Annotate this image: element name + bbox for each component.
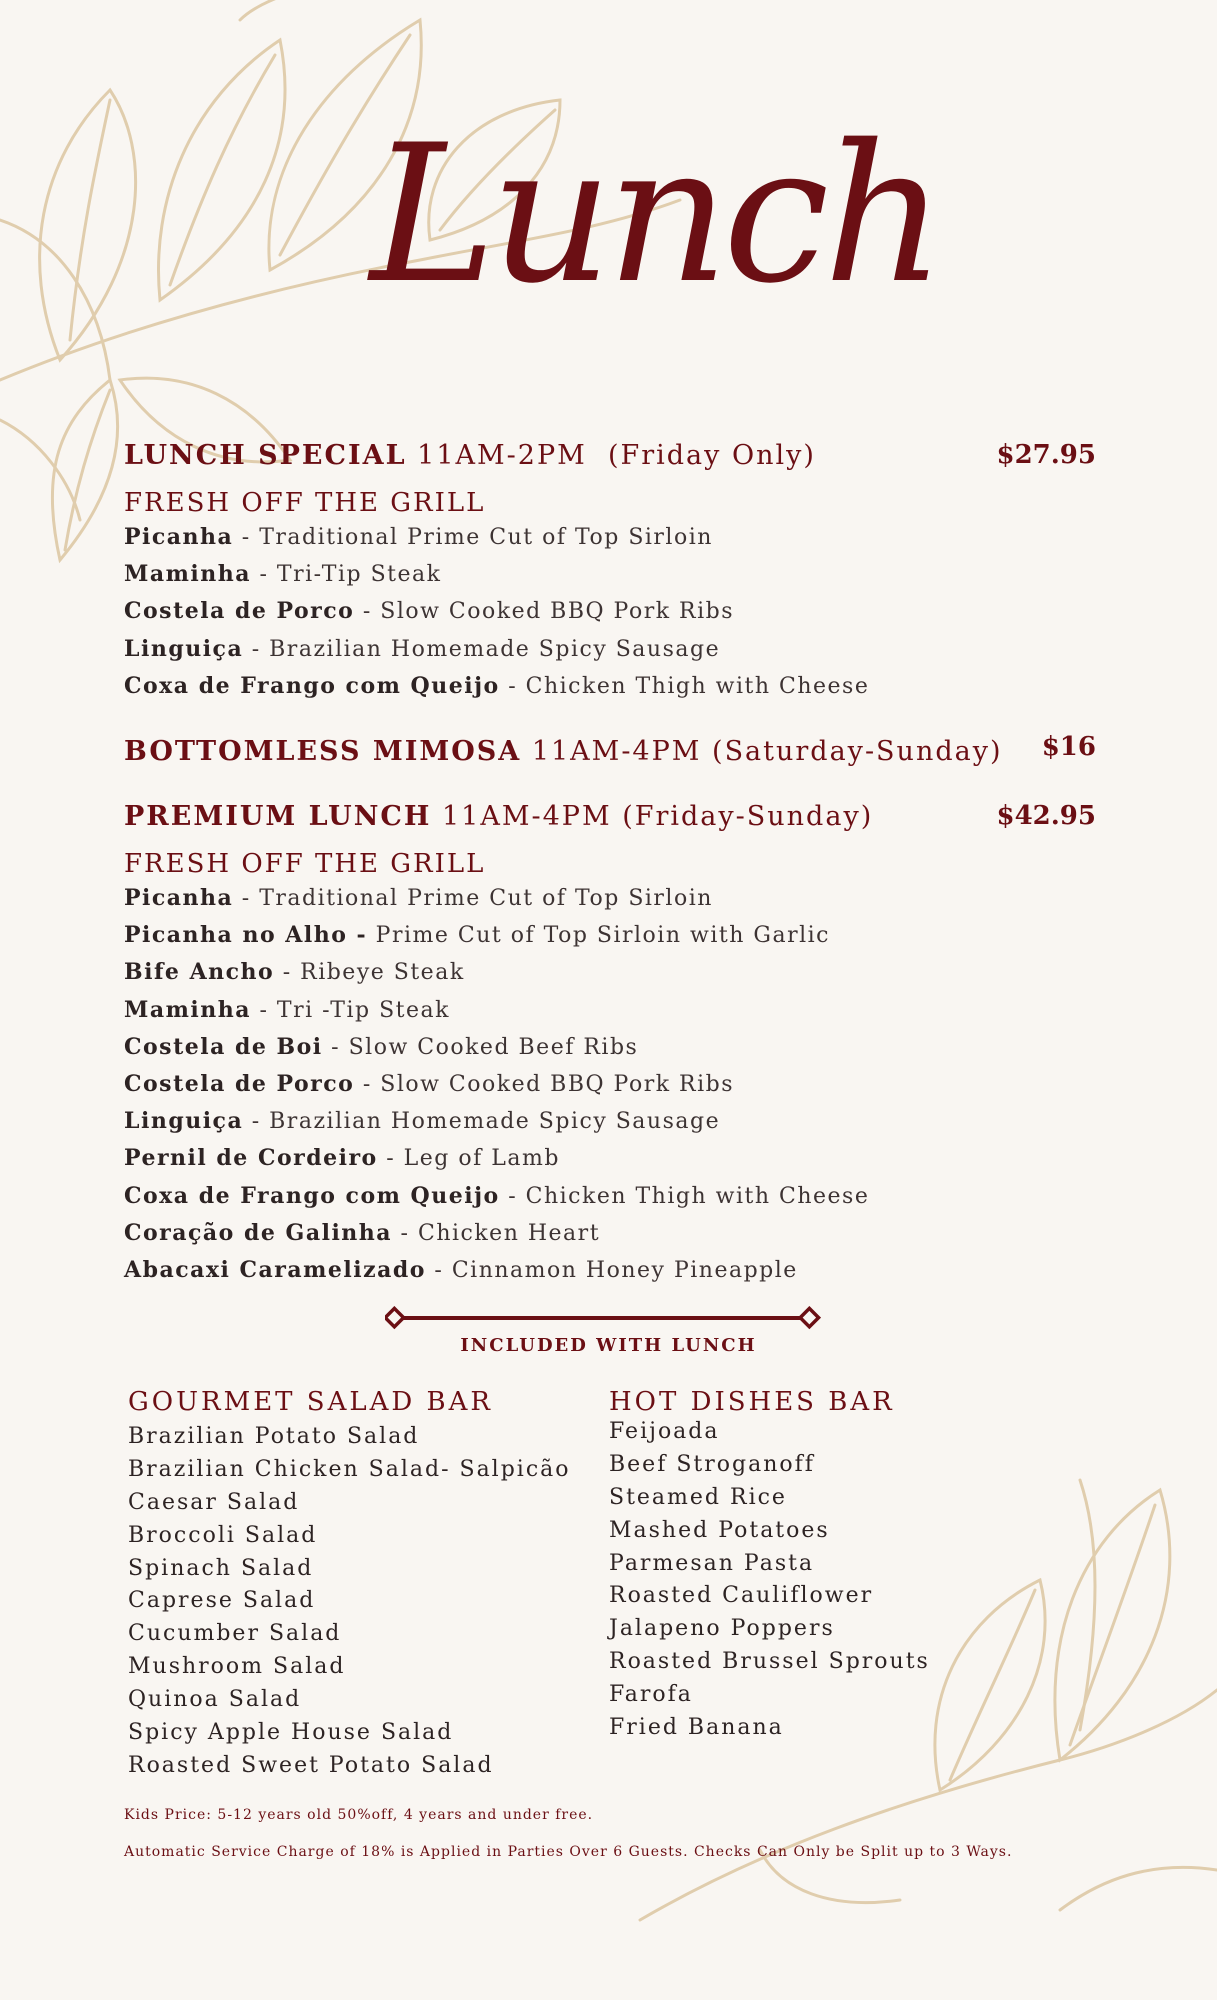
- kids-price-note: Kids Price: 5-12 years old 50%off, 4 years and under free.: [124, 1807, 594, 1823]
- list-item: Farofa: [609, 1682, 693, 1708]
- menu-item: [124, 954, 869, 991]
- lunch-special-subheading: FRESH OFF THE GRILL: [124, 488, 486, 518]
- menu-item-description: - Traditional Prime Cut of Top Sirloin: [233, 525, 713, 550]
- menu-item-name: Coxa de Frango com Queijo: [124, 1182, 500, 1209]
- list-item: Caesar Salad: [128, 1489, 300, 1515]
- menu-item-name: Pernil de Cordeiro: [124, 1145, 378, 1172]
- menu-item: [124, 631, 869, 668]
- menu-item-description: - Traditional Prime Cut of Top Sirloin: [233, 886, 713, 911]
- menu-item-name: Linguiça: [124, 1108, 244, 1135]
- menu-item-description: - Tri-Tip Steak: [251, 562, 442, 588]
- list-item: Jalapeno Poppers: [609, 1616, 835, 1642]
- list-item: Feijoada: [609, 1419, 720, 1444]
- mimosa-hours: 11AM-4PM: [531, 736, 702, 767]
- menu-item-name: Picanha no Alho -: [124, 922, 368, 949]
- premium-lunch-heading: [124, 801, 873, 832]
- list-item: Cucumber Salad: [128, 1621, 342, 1647]
- menu-item-description: - Chicken Thigh with Cheese: [499, 673, 870, 699]
- page-title: Lunch: [370, 104, 940, 325]
- menu-item-name: Abacaxi Caramelizado: [124, 1256, 426, 1283]
- salad-bar-heading: GOURMET SALAD BAR: [128, 1387, 493, 1417]
- menu-item-name: Bife Ancho: [124, 959, 275, 986]
- ornament-divider-icon: [385, 1306, 825, 1330]
- menu-item-name: Costela de Porco: [124, 598, 355, 625]
- menu-item-description: - Leg of Lamb: [377, 1146, 560, 1172]
- included-with-lunch-label: INCLUDED WITH LUNCH: [460, 1335, 757, 1356]
- menu-item: [124, 593, 869, 630]
- menu-item-name: Coxa de Frango com Queijo: [124, 672, 500, 699]
- list-item: Spinach Salad: [128, 1555, 314, 1581]
- menu-item: [124, 519, 869, 556]
- menu-item: [124, 1178, 869, 1215]
- menu-item-name: Picanha: [124, 524, 234, 550]
- lunch-special-name: LUNCH SPECIAL: [124, 440, 407, 471]
- list-item: Beef Stroganoff: [609, 1451, 815, 1477]
- menu-item-description: - Slow Cooked Beef Ribs: [322, 1034, 639, 1060]
- list-item: Roasted Cauliflower: [609, 1583, 874, 1609]
- lunch-special-list: [124, 519, 869, 705]
- menu-item-description: - Ribeye Steak: [274, 960, 465, 986]
- menu-item-description: - Cinnamon Honey Pineapple: [425, 1257, 798, 1283]
- menu-item-description: - Tri -Tip Steak: [251, 997, 450, 1023]
- mimosa-name: BOTTOMLESS MIMOSA: [124, 736, 522, 767]
- lunch-special-heading: [124, 440, 816, 471]
- list-item: Parmesan Pasta: [609, 1550, 815, 1576]
- menu-item-description: - Slow Cooked BBQ Pork Ribs: [354, 599, 735, 625]
- hot-bar-heading: HOT DISHES BAR: [609, 1387, 895, 1417]
- menu-item: [124, 880, 869, 917]
- menu-item-name: Costela de Porco: [124, 1070, 355, 1097]
- premium-lunch-days: (Friday-Sunday): [622, 801, 874, 832]
- list-item: Fried Banana: [609, 1715, 784, 1741]
- premium-lunch-hours: 11AM-4PM: [442, 801, 612, 832]
- list-item: Caprese Salad: [128, 1588, 316, 1614]
- list-item: Mashed Potatoes: [609, 1517, 830, 1543]
- hot-bar-list: [609, 1416, 930, 1745]
- menu-item: [124, 556, 869, 593]
- menu-item-description: Prime Cut of Top Sirloin with Garlic: [367, 923, 830, 949]
- menu-item-description: - Brazilian Homemade Spicy Sausage: [243, 636, 721, 662]
- list-item: Brazilian Chicken Salad- Salpicão: [128, 1456, 571, 1482]
- menu-item: [124, 1103, 869, 1140]
- menu-item: [124, 668, 869, 705]
- lunch-special-price: $27.95: [996, 440, 1096, 470]
- menu-item: [124, 1066, 869, 1103]
- menu-item: [124, 917, 869, 954]
- premium-lunch-list: [124, 880, 869, 1289]
- mimosa-heading: [124, 736, 1003, 767]
- salad-bar-list: [128, 1421, 571, 1783]
- menu-item-name: Linguiça: [124, 635, 244, 662]
- service-charge-note: Automatic Service Charge of 18% is Applied in Parties Over 6 Guests. Checks Can Only be Split up to 3 Ways.: [124, 1844, 1013, 1860]
- menu-item: [124, 1252, 869, 1289]
- lunch-special-days: (Friday Only): [607, 440, 816, 471]
- list-item: Roasted Sweet Potato Salad: [128, 1752, 494, 1778]
- menu-item: [124, 1215, 869, 1252]
- menu-item-description: - Brazilian Homemade Spicy Sausage: [243, 1109, 721, 1135]
- menu-item-name: Maminha: [124, 561, 251, 588]
- mimosa-price: $16: [1041, 732, 1096, 762]
- menu-item-name: Maminha: [124, 996, 251, 1023]
- menu-item-name: Coração de Galinha: [124, 1219, 393, 1246]
- menu-item-description: - Chicken Thigh with Cheese: [499, 1183, 870, 1209]
- menu-item: [124, 1140, 869, 1177]
- list-item: Roasted Brussel Sprouts: [609, 1649, 930, 1675]
- mimosa-days: (Saturday-Sunday): [712, 736, 1003, 767]
- list-item: Spicy Apple House Salad: [128, 1720, 454, 1746]
- list-item: Quinoa Salad: [128, 1687, 302, 1713]
- premium-lunch-price: $42.95: [996, 801, 1096, 831]
- menu-item-description: - Chicken Heart: [392, 1220, 601, 1246]
- list-item: Broccoli Salad: [128, 1522, 318, 1548]
- menu-item: [124, 992, 869, 1029]
- list-item: Brazilian Potato Salad: [128, 1424, 420, 1449]
- menu-item-description: - Slow Cooked BBQ Pork Ribs: [354, 1071, 735, 1097]
- menu-item-name: Picanha: [124, 885, 234, 911]
- lunch-special-hours: 11AM-2PM: [417, 440, 587, 471]
- premium-lunch-subheading: FRESH OFF THE GRILL: [124, 849, 486, 879]
- menu-item: [124, 1029, 869, 1066]
- list-item: Mushroom Salad: [128, 1654, 346, 1680]
- menu-item-name: Costela de Boi: [124, 1033, 323, 1060]
- list-item: Steamed Rice: [609, 1484, 787, 1510]
- premium-lunch-name: PREMIUM LUNCH: [124, 801, 432, 832]
